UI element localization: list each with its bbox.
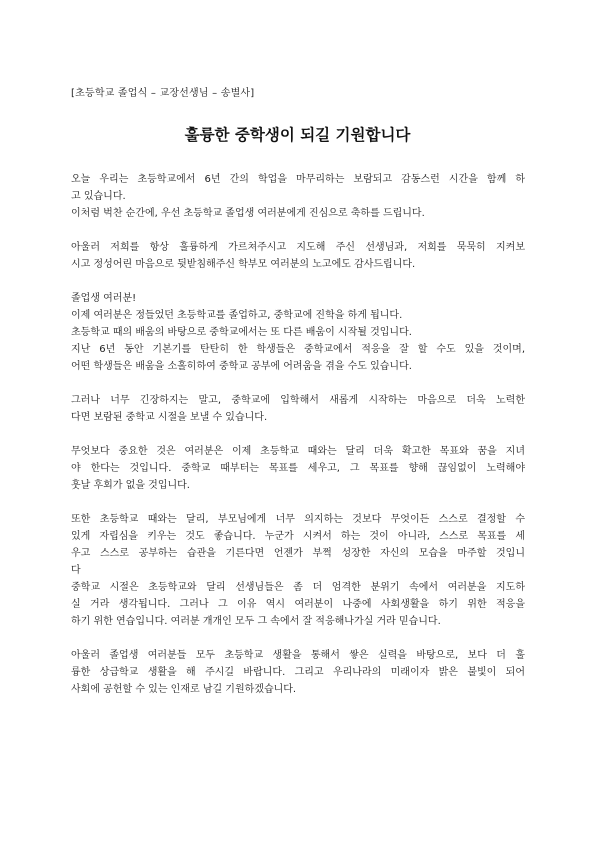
text-line: 야 한다는 것입니다. 중학교 때부터는 목표를 세우고, 그 목표를 향해 끊임없이 노력해야 [71, 463, 525, 474]
text-line: 또한 초등학교 때와는 달리, 부모님에게 너무 의지하는 것보다 무엇이든 스스로 결정할 수 [71, 514, 525, 525]
paragraph [71, 392, 525, 426]
text-line: 고 있습니다. [71, 191, 126, 202]
text-line: 무엇보다 중요한 것은 여러분은 이제 초등학교 때와는 달리 더욱 확고한 목표와 꿈을 지녀 [71, 446, 525, 457]
text-line: 아울러 저희를 항상 훌륭하게 가르쳐주시고 지도해 주신 선생님과, 저희를 묵묵히 지켜보 [71, 242, 525, 253]
text-line: 아울러 졸업생 여러분들 모두 초등학교 생활을 통해서 쌓은 실력을 바탕으로, 보다 더 훌 [71, 650, 525, 661]
paragraph [71, 647, 525, 698]
text-line: 사회에 공헌할 수 있는 인재로 남길 기원하겠습니다. [71, 684, 297, 695]
text-line: 초등학교 때의 배움의 바탕으로 중학교에서는 또 다른 배움이 시작될 것입니다. [71, 327, 412, 338]
text-line: 지난 6년 동안 기본기를 탄탄히 한 학생들은 중학교에서 적응을 잘 할 수도 있을 것이며, [71, 344, 525, 355]
text-line: 졸업생 여러분! [71, 293, 137, 304]
text-line: 하기 위한 연습입니다. 여러분 개개인 모두 그 속에서 잘 적응해나가실 거라 믿습니다. [71, 616, 441, 627]
text-line: 륭한 상급학교 생활을 해 주시길 바랍니다. 그리고 우리나라의 미래이자 밝은 불빛이 되어 [71, 667, 525, 678]
page-title: 훌륭한 중학생이 되길 기원합니다 [184, 126, 411, 144]
text-line: 우고 스스로 공부하는 습관을 기른다면 언젠가 부쩍 성장한 자신의 모습을 마주할 것입니 [71, 548, 525, 559]
text-line: 다면 보람된 중학교 시절을 보낼 수 있습니다. [71, 412, 268, 423]
text-line: 실 거라 생각됩니다. 그러나 그 이유 역시 여러분이 나중에 사회생활을 하기 위한 적응을 [71, 599, 525, 610]
paragraph [71, 511, 525, 630]
text-line: 이제 여러분은 정들었던 초등학교를 졸업하고, 중학교에 진학을 하게 됩니다. [71, 310, 403, 321]
text-line: 이처럼 벅찬 순간에, 우선 초등학교 졸업생 여러분에게 진심으로 축하를 드립니다. [71, 208, 425, 219]
paragraph [71, 239, 525, 273]
text-line: 다 [71, 565, 81, 576]
text-line: 오늘 우리는 초등학교에서 6년 간의 학업을 마무리하는 보람되고 감동스런 시간을 함께 하 [71, 174, 525, 185]
text-line: 시고 정성어린 마음으로 뒷받침해주신 학부모 여러분의 노고에도 감사드립니다. [71, 259, 416, 270]
paragraph [71, 290, 525, 375]
body-text [71, 171, 525, 715]
text-line: 훗날 후회가 없을 것입니다. [71, 480, 190, 491]
text-line: 어떤 학생들은 배움을 소홀히하여 중학교 공부에 어려움을 겪을 수도 있습니다. [71, 361, 412, 372]
text-line: 그러나 너무 긴장하지는 말고, 중학교에 입학해서 새롭게 시작하는 마음으로 더욱 노력한 [71, 395, 525, 406]
text-line: 있게 자립심을 키우는 것도 좋습니다. 누군가 시켜서 하는 것이 아니라, 스스로 목표를 세 [71, 531, 525, 542]
paragraph [71, 171, 525, 222]
text-line: 중학교 시절은 초등학교와 달리 선생님들은 좀 더 엄격한 분위기 속에서 여러분을 지도하 [71, 582, 525, 593]
header-tag: [초등학교 졸업식 – 교장선생님 – 송별사] [71, 88, 255, 99]
paragraph [71, 443, 525, 494]
